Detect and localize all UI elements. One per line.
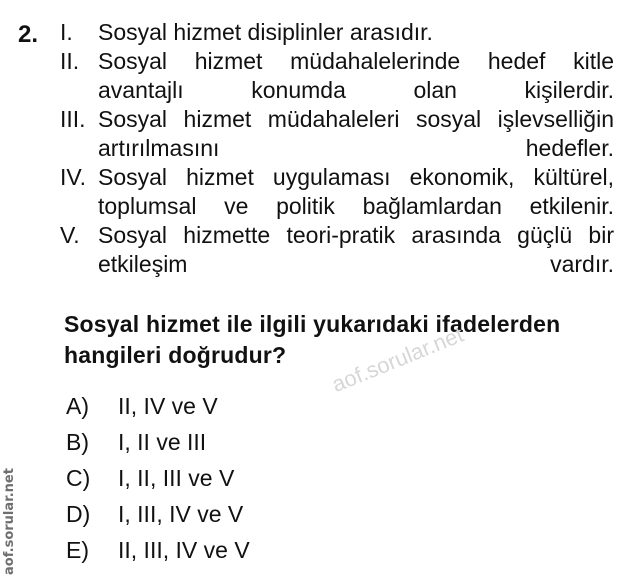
statement-4 — [60, 163, 614, 221]
option-text: I, III, IV ve V — [118, 501, 244, 527]
option-e[interactable] — [66, 532, 250, 568]
statement-text: Sosyal hizmet uygulaması ekonomik, kültürel, toplumsal ve politik bağlamlardan etkilenir. — [98, 164, 614, 219]
option-text: I, II, III ve V — [118, 465, 235, 491]
statement-3 — [60, 105, 614, 163]
option-text: I, II ve III — [118, 429, 207, 455]
watermark-diagonal: aof.sorular.net — [328, 321, 467, 398]
statement-1 — [60, 18, 614, 47]
statement-numeral: IV. — [60, 164, 87, 190]
answer-options — [66, 388, 250, 568]
statement-text: Sosyal hizmet disiplinler arasıdır. — [98, 19, 433, 45]
option-c[interactable] — [66, 460, 250, 496]
option-text: II, III, IV ve V — [118, 537, 250, 563]
statement-list — [60, 18, 614, 279]
statement-numeral: II. — [60, 48, 80, 74]
statement-text: Sosyal hizmet müdahaleleri sosyal işlevselliğin artırılmasını hedefler. — [98, 106, 614, 161]
option-a[interactable] — [66, 388, 250, 424]
option-text: II, IV ve V — [118, 393, 218, 419]
option-letter: A) — [66, 393, 89, 419]
statement-numeral: I. — [60, 19, 73, 45]
question-stem: Sosyal hizmet ile ilgili yukarıdaki ifadelerden hangileri doğrudur? — [64, 311, 561, 368]
option-d[interactable] — [66, 496, 250, 532]
option-b[interactable] — [66, 424, 250, 460]
statement-text: Sosyal hizmette teori-pratik arasında güçlü bir etkileşim vardır. — [98, 222, 614, 277]
option-letter: B) — [66, 429, 89, 455]
statement-5 — [60, 221, 614, 279]
statement-numeral: V. — [60, 222, 80, 248]
watermark-side: aof.sorular.net — [2, 468, 17, 575]
option-letter: E) — [66, 537, 89, 563]
statement-text: Sosyal hizmet müdahalelerinde hedef kitle avantajlı konumda olan kişilerdir. — [98, 48, 614, 103]
option-letter: C) — [66, 465, 91, 491]
question-number: 2. — [18, 21, 39, 48]
option-letter: D) — [66, 501, 91, 527]
statement-numeral: III. — [60, 106, 86, 132]
statement-2 — [60, 47, 614, 105]
